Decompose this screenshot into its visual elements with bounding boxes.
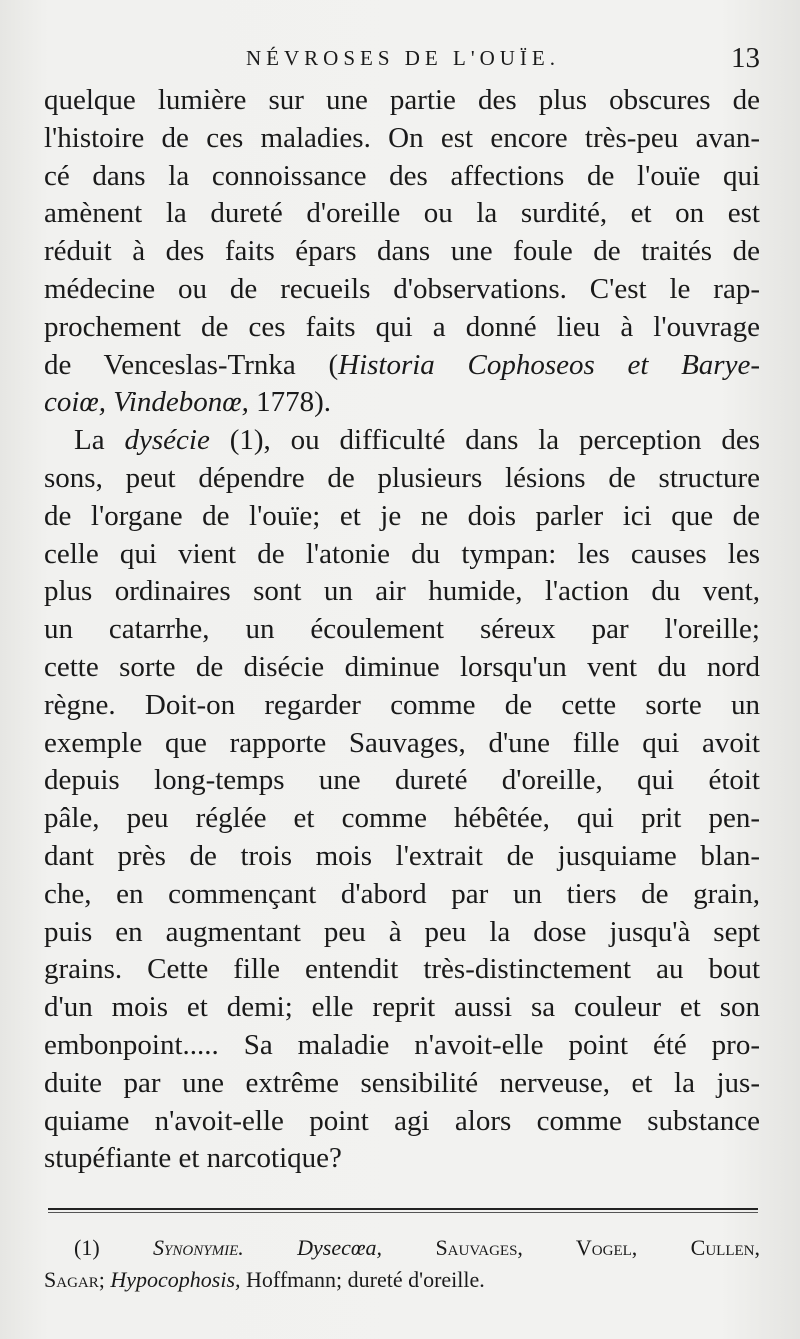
body-text <box>44 82 760 1178</box>
text-line: l'histoire de ces maladies. On est encore très-peu avan- <box>44 121 760 154</box>
text-line <box>44 347 760 385</box>
text-line: stupéfiante et narcotique? <box>44 1142 342 1175</box>
footnote-authors: Sauvages, Vogel, Cullen, <box>382 1235 760 1260</box>
page-header <box>46 42 760 78</box>
text-line: pâle, peu réglée et comme hébêtée, qui prit pen- <box>44 802 760 835</box>
text-line: d'un mois et demi; elle reprit aussi sa couleur et son <box>44 991 760 1024</box>
text-line: exemple que rapporte Sauvages, d'une fille qui avoit <box>44 726 760 759</box>
footnote-text: Hoffmann; dureté d'oreille. <box>240 1267 485 1292</box>
text-line: quiame n'avoit-elle point agi alors comme substance <box>44 1104 760 1137</box>
text-line: quelque lumière sur une partie des plus obscures de <box>44 84 760 116</box>
text-line: amènent la dureté d'oreille ou la surdité, et on est <box>44 197 760 230</box>
text-line: plus ordinaires sont un air humide, l'action du vent, <box>44 575 760 608</box>
footnote-term: Hypocophosis, <box>110 1267 241 1292</box>
text-run: (1), ou difficulté dans la perception des <box>209 424 760 457</box>
text-run: de Venceslas-Trnka ( <box>44 348 339 381</box>
italic-title: coiœ, Vindebonœ, <box>44 386 249 419</box>
text-line: grains. Cette fille entendit très-distinctement au bout <box>44 953 760 986</box>
text-line: cette sorte de disécie diminue lorsqu'un vent du nord <box>44 650 760 683</box>
text-line <box>44 422 760 460</box>
footnote-label: Synonymie. <box>153 1235 244 1260</box>
text-line: duite par une extrême sensibilité nerveuse, et la jus- <box>44 1066 760 1099</box>
text-line: celle qui vient de l'atonie du tympan: les causes les <box>44 537 760 570</box>
italic-term: dysécie <box>124 424 210 457</box>
text-line: réduit à des faits épars dans une foule de traités de <box>44 235 760 268</box>
text-line: de l'organe de l'ouïe; et je ne dois parler ici que de <box>44 499 760 532</box>
footnote-rule <box>48 1208 758 1213</box>
text-line: un catarrhe, un écoulement séreux par l'oreille; <box>44 613 760 646</box>
text-line <box>44 384 760 422</box>
page-number: 13 <box>731 42 760 74</box>
text-line: dant près de trois mois l'extrait de jusquiame blan- <box>44 839 760 872</box>
footnote-authors: Sagar; <box>44 1267 111 1292</box>
footnote-term: Dysecœa, <box>297 1235 383 1260</box>
text-line: cé dans la connoissance des affections de l'ouïe qui <box>44 159 760 192</box>
text-line: depuis long-temps une dureté d'oreille, qui étoit <box>44 764 760 797</box>
text-line: embonpoint..... Sa maladie n'avoit-elle point été pro- <box>44 1028 760 1061</box>
italic-title: Historia Cophoseos et Barye- <box>338 348 760 381</box>
text-line: sons, peut dépendre de plusieurs lésions de structure <box>44 461 760 494</box>
footnote <box>44 1232 760 1296</box>
text-line: règne. Doit-on regarder comme de cette sorte un <box>44 688 760 721</box>
text-run: La <box>74 424 125 457</box>
text-line: médecine ou de recueils d'observations. C'est le rap- <box>44 272 760 305</box>
text-run <box>244 1235 297 1260</box>
text-run: 1778). <box>248 386 332 419</box>
text-line: puis en augmentant peu à peu la dose jusqu'à sept <box>44 915 760 948</box>
running-title: NÉVROSES DE L'OUÏE. <box>245 46 561 70</box>
footnote-line <box>44 1232 760 1264</box>
text-line: prochement de ces faits qui a donné lieu à l'ouvrage <box>44 310 760 343</box>
footnote-line <box>44 1264 760 1296</box>
footnote-marker: (1) <box>74 1235 154 1260</box>
text-line: che, en commençant d'abord par un tiers de grain, <box>44 877 760 910</box>
